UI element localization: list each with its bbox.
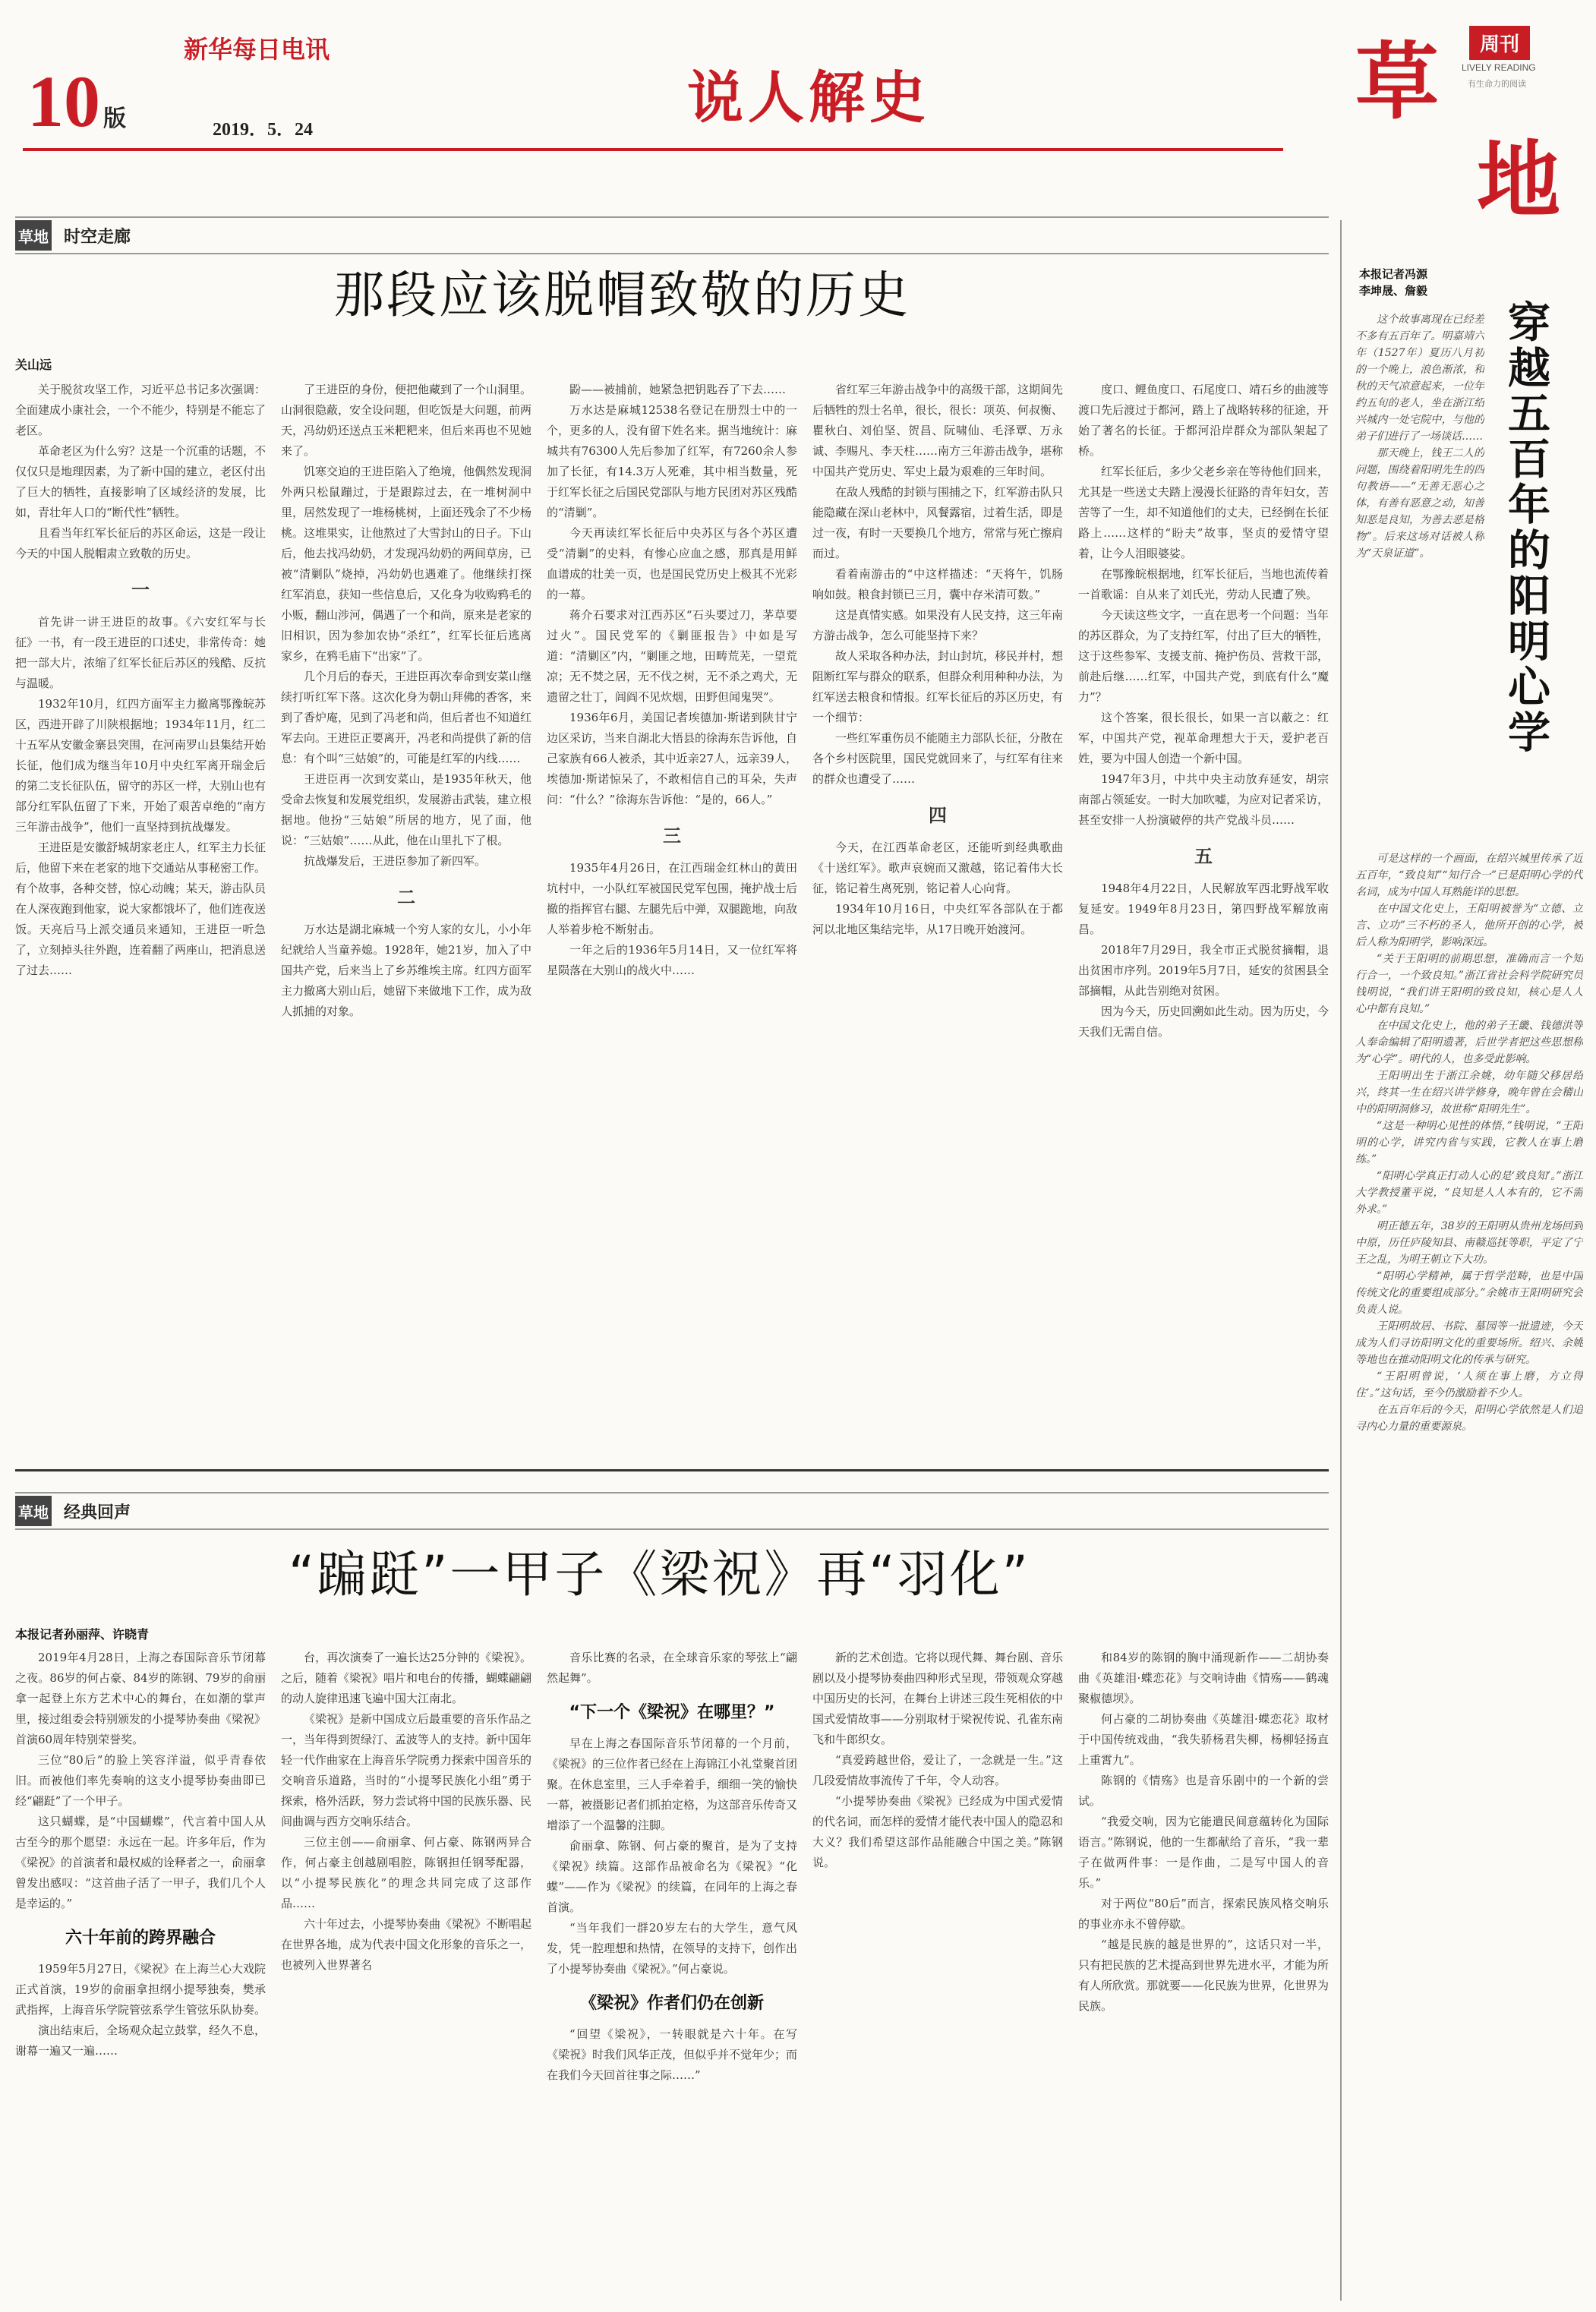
paragraph: “越是民族的越是世界的”，这话只对一半，只有把民族的艺术提高到世界先进水平，才能为所有人所欣赏。那就要——化民族为世界，化世界为民族。 [1078,1938,1329,2013]
sidebar-title: 穿越五百年的阳明心学 [1501,300,1551,755]
paragraph: 万水达是湖北麻城一个穷人家的女儿，小小年纪就给人当童养媳。1928年，她21岁，加入了中国共产党，后来当上了乡苏维埃主席。红四方面军主力撤离大别山后，她留下来做地下工作，成为敌人抓捕的对象。 [281,923,531,1018]
sidebar-column-bottom [1355,850,1583,2301]
paragraph: 饥寒交迫的王进臣陷入了绝境，他偶然发现洞外两只松鼠蹦过，于是跟踪过去，在一堆树洞中里，居然发现了一堆杨桃树，上面还残余了不少杨桃。这堆果实，让他熬过了大雪封山的日子。下山后，他去找冯幼奶，才发现冯幼奶的两间草房，已被“清剿队”烧掉，冯幼奶也遇难了。他继续打探红军消息，获知一些信息后，又化身为收购鸦毛的小贩，翻山涉河，偶遇了一个和尚，原来是老家的旧相识，因为参加农协“杀红”，红军长征后逃离家乡，在鸦毛庙下“出家”了。 [281,465,531,663]
paragraph: 1932年10月，红四方面军主力撤离鄂豫皖苏区，西进开辟了川陕根据地；1934年11月，红二十五军从安徽金寨县突围，在河南罗山县集结开始长征，他们成为继当年10月中央红军离开瑞金后的第二支长征队伍，留守的苏区一样，大别山也有部分红军队伍留了下来，开始了艰苦卓绝的“南方三年游击战争”，他们一直坚持到抗战爆发。 [15,697,266,834]
story1-byline: 关山远 [15,358,52,372]
story2-column-5 [1078,1648,1329,2301]
paragraph: 何占豪的二胡协奏曲《英雄泪·蝶恋花》取材于中国传统戏曲，“我失骄杨君失柳，杨柳轻扬直上重霄九”。 [1078,1712,1329,1767]
chapter-number: 五 [1194,845,1213,867]
paragraph: 音乐比赛的名录，在全球音乐家的琴弦上“翩然起舞”。 [547,1651,797,1685]
paragraph: 演出结束后，全场观众起立鼓掌，经久不息，谢幕一遍又一遍…… [15,2023,266,2058]
paragraph: “真爱跨越世俗，爱让了，一念就是一生。”这几段爱情故事流传了千年，令人动容。 [812,1753,1063,1787]
column-logo: 草地 [15,220,52,251]
paragraph: 几个月后的春天，王进臣再次奉命到安菜山继续打听红军下落。这次化身为朝山拜佛的香客，来到了香炉庵，见到了冯老和尚，但后者也不知道红军去向。王进臣正要离开，冯老和尚提供了新的信息：有个叫“三姑娘”的，可能是红军的内线…… [281,670,531,765]
paragraph: 省红军三年游击战争中的高级干部，这期间先后牺牲的烈士名单，很长，很长：项英、何叔衡、瞿秋白、刘伯坚、贺昌、阮啸仙、毛泽覃、万永诚、李赐凡、李天柱……南方三年游击战争，堪称中国共产党历史、军史上最为艰难的三年时间。 [812,383,1063,478]
sidebar-column-top [1355,311,1484,843]
paragraph: 在敌人残酷的封锁与围捕之下，红军游击队只能隐藏在深山老林中，风餐露宿，过着生活，即是过一夜，有时一天要换几个地方，常常与死亡擦肩而过。 [812,485,1063,560]
paragraph: 三位“80后”的脸上笑容洋溢，似乎青春依旧。而被他们率先奏响的这支小提琴协奏曲即已经“翩跹”了一个甲子。 [15,1753,266,1808]
paragraph: 陈钢的《情殇》也是音乐剧中的一个新的尝试。 [1078,1774,1329,1808]
paragraph: 《梁祝》是新中国成立后最重要的音乐作品之一，当年得到贺绿汀、孟波等人的支持。新中国年轻一代作曲家在上海音乐学院勇力探索中国音乐的交响音乐道路，当时的“小提琴民族化小组”勇于探索，格外活跃，努力尝试将中国的民族乐器、民间曲调与西方交响乐结合。 [281,1712,531,1828]
story2-column-2 [281,1648,531,2301]
paragraph: 1934年10月16日，中央红军各部队在于都河以北地区集结完毕，从17日晚开始渡河。 [812,902,1063,936]
paragraph: 明正德五年，38岁的王阳明从贵州龙场回到中原，历任庐陵知县、南赣巡抚等职，平定了宁王之乱，为明王朝立下大功。 [1355,1220,1583,1266]
sidebar-rule [1340,220,1342,2301]
paragraph: 王阳明出生于浙江余姚，幼年随父移居绍兴，终其一生在绍兴讲学修身，晚年曾在会稽山中的阳明洞修习，故世称“阳明先生”。 [1355,1070,1583,1115]
story2-byline: 本报记者孙丽萍、许晓青 [15,1627,150,1642]
chapter-number: 二 [397,886,415,908]
paragraph: 1935年4月26日，在江西瑞金红林山的黄田坑村中，一小队红军被国民党军包围，掩护战士后撤的指挥官右腿、左腿先后中弹，双腿跪地，向敌人举着步枪不断射击。 [547,861,797,936]
paragraph: 1959年5月27日，《梁祝》在上海兰心大戏院正式首演，19岁的俞丽拿担纲小提琴独奏，樊承武指挥，上海音乐学院管弦系学生管弦乐队协奏。 [15,1962,266,2017]
paragraph: “阳明心学精神，属于哲学范畴，也是中国传统文化的重要组成部分。”余姚市王阳明研究会负责人说。 [1355,1270,1583,1316]
paragraph: 新的艺术创造。它将以现代舞、舞台剧、音乐剧以及小提琴协奏曲四种形式呈现，带领观众穿越中国历史的长河，在舞台上讲述三段生死相依的中国式爱情故事——分别取材于梁祝传说、孔雀东南飞和牛郎织女。 [812,1651,1063,1746]
paragraph: 抗战爆发后，王进臣参加了新四军。 [304,854,487,868]
paragraph: 王进臣再一次到安菜山，是1935年秋天，他受命去恢复和发展党组织，发展游击武装，建立根据地。他扮“三姑娘”所居的地方，见了面，他说：“三姑娘”……从此，他在山里扎下了根。 [281,772,531,847]
paragraph: 2019年4月28日，上海之春国际音乐节闭幕之夜。86岁的何占豪、84岁的陈钢、79岁的俞丽拿一起登上东方艺术中心的舞台，在如潮的掌声里，接过组委会特别颁发的小提琴协奏曲《梁祝》首演60周年特别荣誉奖。 [15,1651,266,1746]
paragraph: “王阳明曾说，‘人须在事上磨，方立得住’。”这句话，至今仍激励着不少人。 [1355,1370,1583,1399]
paragraph: 1936年6月，美国记者埃德加·斯诺到陕甘宁边区采访，当来自湖北大悟县的徐海东告诉他，自己家族有66人被杀，其中近亲27人，远亲39人，埃德加·斯诺惊呆了，不敢相信自己的耳朵，失声问：“什么？”徐海东告诉他：“是的，66人。” [547,711,797,806]
story1-column-4 [812,380,1063,1443]
chapter-number: 三 [663,825,681,847]
paragraph: 一年之后的1936年5月14日，又一位红军将星陨落在大别山的战火中…… [547,943,797,977]
paragraph: “回望《梁祝》，一转眼就是六十年。在写《梁祝》时我们风华正茂，但似乎并不觉年少；而在我们今天回首往事之际……” [547,2027,797,2082]
paragraph: 今天再读红军长征后中央苏区与各个苏区遭受“清剿”的史料，有惨心应血之感，那真是用鲜血谱成的壮美一页，也是国民党历史上极其不光彩的一幕。 [547,526,797,601]
sidebar-byline-1: 本报记者冯源 [1359,267,1428,281]
paragraph: “我爱交响，因为它能遣民间意蕴转化为国际语言。”陈钢说，他的一生都献给了音乐，“我一辈子在做两件事：一是作曲，二是写中国人的音乐。” [1078,1815,1329,1890]
story2-column-1 [15,1648,266,2301]
paragraph: 那天晚上，钱王二人的问题，围绕着阳明先生的四句教语——“无善无恶心之体，有善有恶意之动，知善知恶是良知，为善去恶是格物”。后来这场对话被人称为“天泉证道”。 [1355,447,1484,560]
paragraph: 今天，在江西革命老区，还能听到经典歌曲《十送红军》。歌声哀婉而又激越，铭记着伟大长征，铭记着生离死别，铭记着人心向背。 [812,841,1063,895]
sidebar-byline [1359,266,1427,299]
weekly-badge: 周刊 [1469,26,1530,60]
paragraph: 鼢——被捕前，她紧急把钥匙吞了下去…… [569,383,787,396]
column-tag-time-corridor [15,216,1329,254]
paragraph: 这是真情实感。如果没有人民支持，这三年南方游击战争，怎么可能坚持下来？ [812,608,1063,642]
paragraph: 一些红军重伤员不能随主力部队长征，分散在各个乡村医院里，国民党就回来了，与红军有往来的群众也遭受了…… [812,731,1063,786]
paragraph: 在中国文化史上，王阳明被誉为“立德、立言、立功”三不朽的圣人，他所开创的心学，被后人称为阳明学，影响深远。 [1355,903,1583,948]
paragraph: 王阳明故居、书院、墓园等一批遗迹，今天成为人们寻访阳明文化的重要场所。绍兴、余姚等地也在推动阳明文化的传承与研究。 [1355,1320,1583,1366]
column-tag-classic-echo [15,1492,1329,1530]
column-name: 经典回声 [64,1503,131,1522]
paragraph: 对于两位“80后”而言，探索民族风格交响乐的事业亦永不曾停歇。 [1078,1897,1329,1931]
sidebar-byline-2: 李坤晟、詹毅 [1359,284,1428,298]
paragraph: 看着南游击的“中这样描述：“天将午，饥肠响如鼓。粮食封锁已三月，囊中存米清可数。” [812,567,1063,601]
subheading: “下一个《梁祝》在哪里？” [569,1703,775,1722]
paragraph: 可是这样的一个画面，在绍兴城里传承了近五百年，“致良知”“知行合一”已是阳明心学的代名词，成为中国人耳熟能详的思想。 [1355,853,1583,898]
paragraph: 因为今天，历史回溯如此生动。因为历史，今天我们无需自信。 [1078,1005,1329,1039]
paragraph: 万水达是麻城12538名登记在册烈士中的一个，更多的人，没有留下姓名来。据当地统计：麻城共有76300人先后参加了红军，有7260余人参加了长征，有14.3万人死难，其中相当数量，死于红军长征之后国民党部队与地方民团对苏区残酷的“清剿”。 [547,403,797,519]
paragraph: 王进臣是安徽舒城胡家老庄人，红军主力长征后，他留下来在老家的地下交通站从事秘密工作。有个故事，各种交替，惊心动魄；某天，游击队员在人深夜跑到他家，说大家都饿坏了，他们连夜送饭。天亮后马上派交通员来通知，王进臣一听急了，立刻掉头往外跑，连着翻了两座山，把消息送了过去…… [15,841,266,977]
story2-column-4 [812,1648,1063,2301]
column-logo: 草地 [15,1496,52,1526]
paragraph: 1947年3月，中共中央主动放弃延安，胡宗南部占领延安。一时大加吹嘘，为应对记者采访，甚至安排一人扮演破停的共产党战斗员…… [1078,772,1329,827]
paragraph: 这只蝴蝶，是“中国蝴蝶”，代言着中国人从古至今的那个愿望：永远在一起。许多年后，作为《梁祝》的首演者和最权威的诠释者之一，俞丽拿曾发出感叹：“这首曲子活了一甲子，我们几个人是幸运的。” [15,1815,266,1910]
paragraph: 在鄂豫皖根据地，红军长征后，当地也流传着一首歌谣：自从来了刘氏光，劳动人民遭了殃。 [1078,567,1329,601]
paragraph: 在中国文化史上，他的弟子王畿、钱德洪等人奉命编辑了阳明遗著，后世学者把这些思想称为“心学”。明代的人，也多受此影响。 [1355,1020,1583,1065]
section-title: 说人解史 [687,65,930,131]
paragraph: “阳明心学真正打动人心的是‘致良知’。”浙江大学教授董平说，“良知是人人本有的，它不需外求。” [1355,1170,1583,1216]
subheading: 六十年前的跨界融合 [65,1929,216,1948]
story2-column-3 [547,1648,797,2301]
paragraph: 在五百年后的今天，阳明心学依然是人们追寻内心力量的重要源泉。 [1355,1404,1583,1433]
paragraph: 且看当年红军长征后的苏区命运，这是一段让今天的中国人脱帽肃立致敬的历史。 [15,526,266,560]
brand-english: LIVELY READING [1462,62,1536,73]
paragraph: 和84岁的陈钢的胸中涌现新作——二胡协奏曲《英雄泪·蝶恋花》与交响诗曲《情殇——鹤魂聚椒德坝》。 [1078,1651,1329,1705]
story1-column-5 [1078,380,1329,1443]
story2-headline: “蹁跹”一甲子《梁祝》再“羽化” [289,1545,1030,1604]
story1-column-2 [281,380,531,1443]
paragraph: “当年我们一群20岁左右的大学生，意气风发，凭一腔理想和热情，在领导的支持下，创作出了小提琴协奏曲《梁祝》。”何占豪说。 [547,1921,797,1976]
chapter-number: 一 [131,579,150,601]
paragraph: 了王进臣的身份，便把他藏到了一个山洞里。山洞很隐蔽，安全设问题，但吃饭是大问题，前两天，冯幼奶还送点玉米粑粑来，但后来再也不见她来了。 [281,383,531,458]
paragraph: 今天读这些文字，一直在思考一个问题：当年的苏区群众，为了支持红军，付出了巨大的牺牲，这于这些参军、支援支前、掩护伤员、营救干部，前赴后继……红军，中国共产党，到底有什么“魔力”？ [1078,608,1329,704]
paragraph: 红军长征后，多少父老乡亲在等待他们回来，尤其是一些送丈夫踏上漫漫长征路的青年妇女，苦苦等了一生，却不知道他们的丈夫，已经倒在长征路上……这样的“盼夫”故事，坚贞的爱情守望着，让今人泪眼婆娑。 [1078,465,1329,560]
paragraph: 六十年过去，小提琴协奏曲《梁祝》不断唱起在世界各地，成为代表中国文化形象的音乐之一，也被列入世界著名 [281,1917,531,1972]
paragraph: “这是一种明心见性的体悟，”钱明说，“王阳明的心学，讲究内省与实践，它教人在事上磨练。” [1355,1120,1583,1165]
paragraph: 度口、鲤鱼度口、石尾度口、靖石乡的曲渡等渡口先后渡过于都河，踏上了战略转移的征途，开始了著名的长征。于都河沿岸群众为部队架起了桥。 [1078,383,1329,458]
paragraph: 蒋介石要求对江西苏区“石头要过刀，茅草要过火”。国民党军的《剿匪报告》中如是写道：“清剿区”内，“剿匪之地，田畴荒芜，一望荒凉；无不焚之居，无不伐之树，无不杀之鸡犬，无遗留之壮丁，闾阎不见炊烟，田野但闻鬼哭”。 [547,608,797,704]
paragraph: 三位主创——俞丽拿、何占豪、陈钢两异合作，何占豪主创越剧唱腔，陈钢担任钢琴配器，以“小提琴民族化”的理念共同完成了这部作品…… [281,1835,531,1910]
brand-logo [1355,15,1583,229]
brand-tagline: 有生命力的阅读 [1468,79,1526,89]
paragraph: 台，再次演奏了一遍长达25分钟的《梁祝》。之后，随着《梁祝》唱片和电台的传播，蝴蝶翩翩的动人旋律迅速飞遍中国大江南北。 [281,1651,531,1705]
paragraph: 这个答案，很长很长，如果一言以蔽之：红军，中国共产党，视革命理想大于天，爱护老百姓，要为中国人创造一个新中国。 [1078,711,1329,765]
masthead-rule [23,148,1283,151]
page-number: 10 版 [27,61,126,142]
column-name: 时空走廊 [64,227,131,247]
paragraph: 关于脱贫攻坚工作，习近平总书记多次强调：全面建成小康社会，一个不能少，特别是不能忘了老区。 [15,383,266,437]
chapter-number: 四 [929,804,947,826]
paragraph: 1948年4月22日，人民解放军西北野战军收复延安。1949年8月23日，第四野战军解放南昌。 [1078,882,1329,936]
paragraph: “小提琴协奏曲《梁祝》已经成为中国式爱情的代名词，而怎样的爱情才能代表中国人的隐忍和大义？我们希望这部作品能融合中国之美。”陈钢说。 [812,1794,1063,1869]
paragraph: 2018年7月29日，我全市正式脱贫摘帽，退出贫困市序列。2019年5月7日，延安的贫困县全部摘帽，从此告别绝对贫困。 [1078,943,1329,998]
paragraph: 这个故事离现在已经差不多有五百年了。明嘉靖六年（1527年）夏历八月初的一个晚上，浪色渐浓，和秋的天气凉意起来，一位年约五旬的老人，坐在浙江绍兴城内一处宅院中，与他的弟子们进行了一场谈话…… [1355,314,1484,443]
story1-column-3 [547,380,797,1443]
paragraph: 故人采取各种办法，封山封坑，移民并村，想阻断红军与群众的联系，但群众利用种种办法，为红军送去粮食和情报。红军长征后的苏区历史，有一个细节： [812,649,1063,724]
paragraph: “关于王阳明的前期思想，准确而言一个知行合一，一个致良知。”浙江省社会科学院研究员钱明说，“我们讲王阳明的致良知，核心是人人心中都有良知。” [1355,953,1583,1015]
brand-glyph-bottom: 地 [1477,131,1560,229]
story-divider [15,1469,1329,1471]
story1-column-1 [15,380,266,1443]
paragraph: 早在上海之春国际音乐节闭幕的一个月前，《梁祝》的三位作者已经在上海锦江小礼堂聚首团聚。在休息室里，三人手牵着手，细细一笑的愉快一幕，被摄影记者们抓拍定格，为这部音乐传奇又增添了一个温馨的注脚。 [547,1736,797,1832]
subheading: 《梁祝》作者们仍在创新 [579,1994,764,2013]
newspaper-name: 新华每日电讯 [184,35,330,64]
paragraph: 俞丽拿、陈钢、何占豪的聚首，是为了支持《梁祝》续篇。这部作品被命名为《梁祝》“化蝶”——作为《梁祝》的续篇，在同年的上海之春首演。 [547,1839,797,1914]
brand-glyph-top: 草 [1355,33,1439,131]
paragraph: 首先讲一讲王进臣的故事。《六安红军与长征》一书，有一段王进臣的口述史，非常传奇：她把一部大片，浓缩了红军长征后苏区的残酷、反抗与温暖。 [15,615,266,690]
issue-date: 2019．5．24 [213,120,313,140]
paragraph: 革命老区为什么穷？这是一个沉重的话题，不仅仅只是地理因素，为了新中国的建立，老区付出了巨大的牺牲，直接影响了区域经济的发展，比如，青壮年人口的“断代性”牺牲。 [15,444,266,519]
story1-headline: 那段应该脱帽致敬的历史 [334,266,910,324]
